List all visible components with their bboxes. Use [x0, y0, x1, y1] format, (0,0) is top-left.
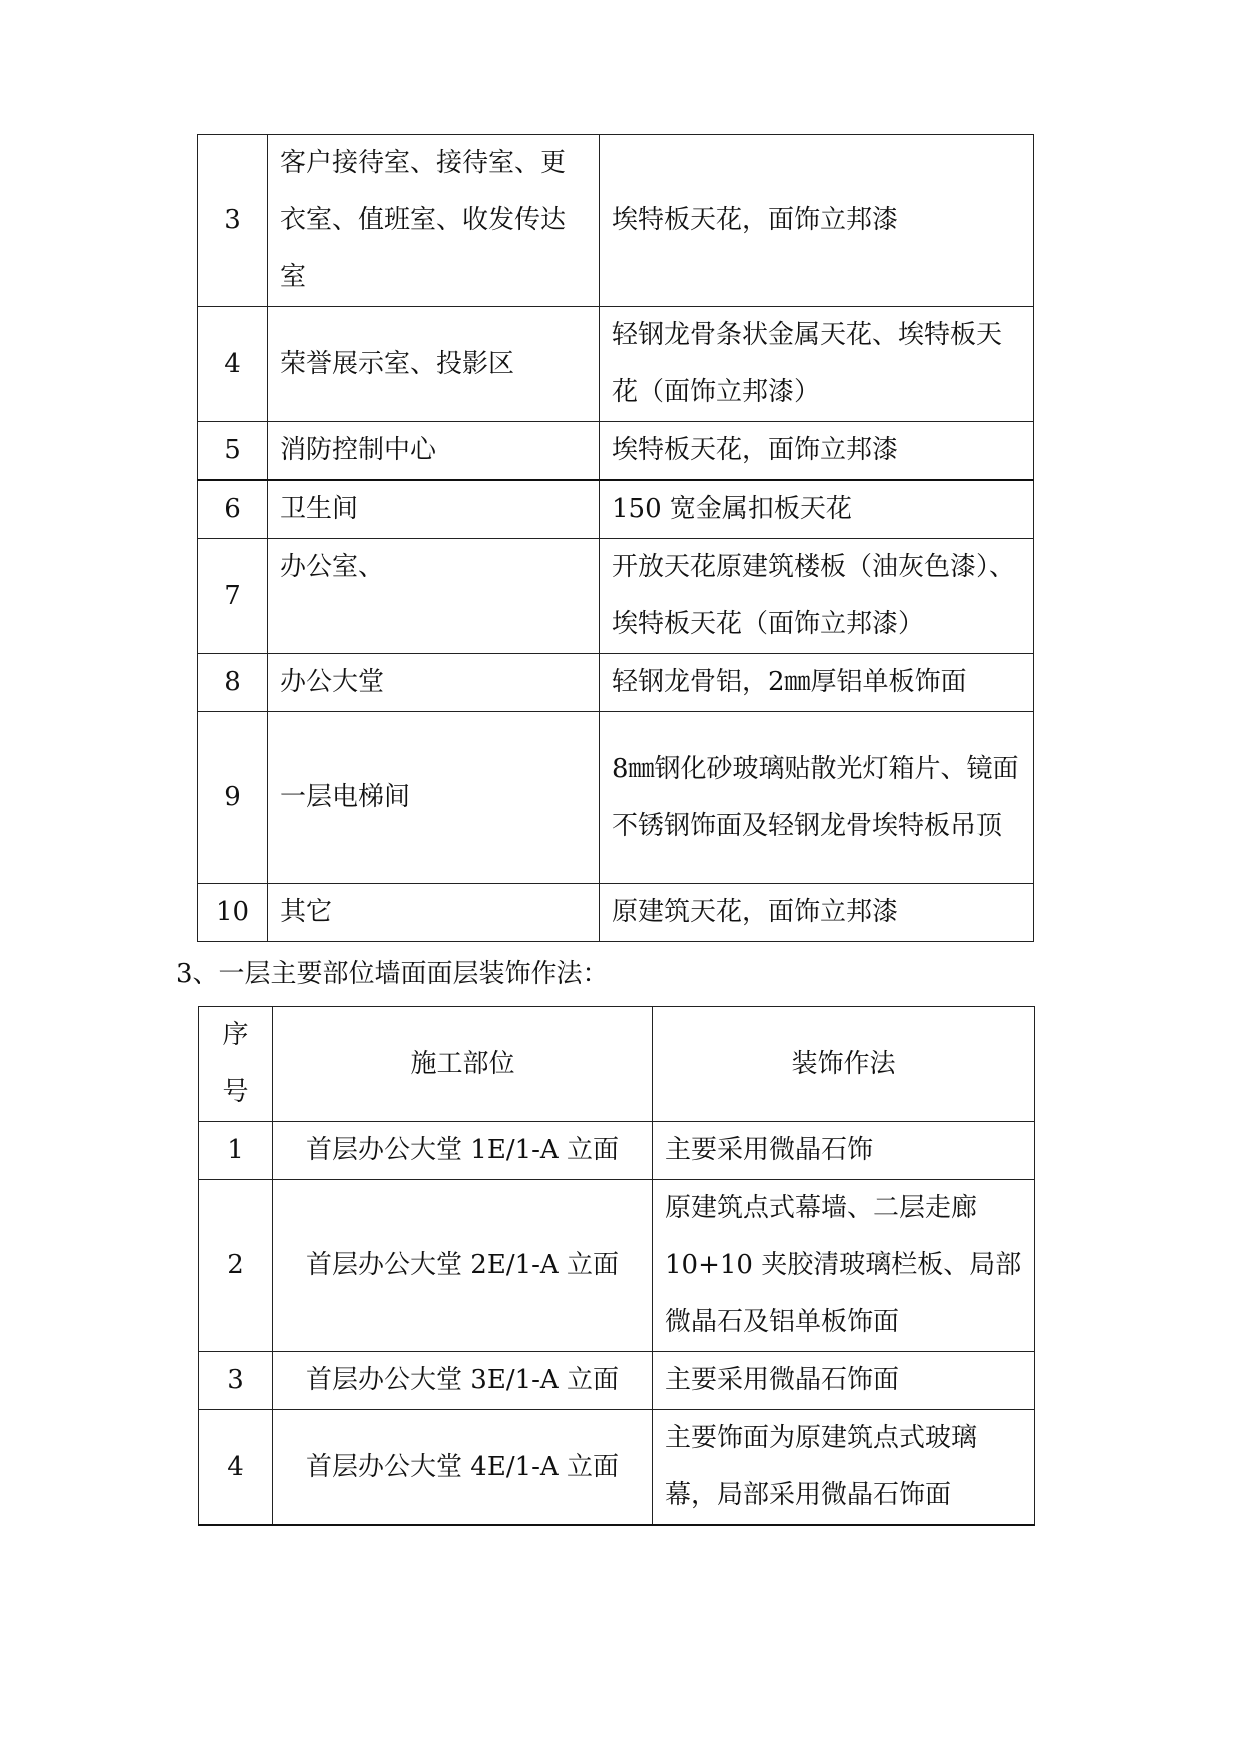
section-heading: 3、一层主要部位墙面面层装饰作法： [176, 959, 609, 989]
table-row [199, 1122, 1035, 1180]
method-cell: 埃特板天花，面饰立邦漆 [600, 135, 1034, 307]
method-cell: 原建筑点式幕墙、二层走廊10+10 夹胶清玻璃栏板、局部微晶石及铝单板饰面 [653, 1180, 1035, 1352]
table-row [198, 712, 1034, 884]
location-cell: 首层办公大堂 2E/1-A 立面 [273, 1180, 653, 1352]
table-header-row [199, 1007, 1035, 1122]
location-cell: 首层办公大堂 3E/1-A 立面 [273, 1352, 653, 1410]
location-cell: 办公室、 [268, 539, 600, 654]
table-row [198, 480, 1034, 539]
header-number: 序号 [199, 1007, 273, 1122]
row-number: 1 [199, 1122, 273, 1180]
row-number: 6 [198, 480, 268, 539]
method-cell: 主要采用微晶石饰面 [653, 1352, 1035, 1410]
method-cell: 原建筑天花，面饰立邦漆 [600, 884, 1034, 942]
location-cell: 一层电梯间 [268, 712, 600, 884]
header-method: 装饰作法 [653, 1007, 1035, 1122]
table-row [198, 539, 1034, 654]
location-cell: 其它 [268, 884, 600, 942]
method-cell: 轻钢龙骨铝，2㎜厚铝单板饰面 [600, 654, 1034, 712]
row-number: 4 [199, 1410, 273, 1526]
table-row [199, 1352, 1035, 1410]
table-row [199, 1410, 1035, 1526]
row-number: 2 [199, 1180, 273, 1352]
method-cell: 8㎜钢化砂玻璃贴散光灯箱片、镜面不锈钢饰面及轻钢龙骨埃特板吊顶 [600, 712, 1034, 884]
table-row [198, 422, 1034, 481]
location-cell: 首层办公大堂 1E/1-A 立面 [273, 1122, 653, 1180]
method-cell: 150 宽金属扣板天花 [600, 480, 1034, 539]
table-row [198, 884, 1034, 942]
location-cell: 消防控制中心 [268, 422, 600, 481]
row-number: 10 [198, 884, 268, 942]
ceiling-finish-table [197, 134, 1034, 942]
method-cell: 主要采用微晶石饰 [653, 1122, 1035, 1180]
method-cell: 轻钢龙骨条状金属天花、埃特板天花（面饰立邦漆） [600, 307, 1034, 422]
row-number: 3 [199, 1352, 273, 1410]
table-row [199, 1180, 1035, 1352]
header-location: 施工部位 [273, 1007, 653, 1122]
location-cell: 办公大堂 [268, 654, 600, 712]
location-cell: 首层办公大堂 4E/1-A 立面 [273, 1410, 653, 1526]
row-number: 4 [198, 307, 268, 422]
wall-finish-table [198, 1006, 1035, 1526]
row-number: 8 [198, 654, 268, 712]
location-cell: 荣誉展示室、投影区 [268, 307, 600, 422]
location-cell: 客户接待室、接待室、更衣室、值班室、收发传达室 [268, 135, 600, 307]
table-row [198, 654, 1034, 712]
table-row [198, 307, 1034, 422]
row-number: 9 [198, 712, 268, 884]
location-cell: 卫生间 [268, 480, 600, 539]
method-cell: 开放天花原建筑楼板（油灰色漆）、埃特板天花（面饰立邦漆） [600, 539, 1034, 654]
table-row [198, 135, 1034, 307]
row-number: 5 [198, 422, 268, 481]
row-number: 3 [198, 135, 268, 307]
method-cell: 埃特板天花，面饰立邦漆 [600, 422, 1034, 481]
method-cell: 主要饰面为原建筑点式玻璃幕，局部采用微晶石饰面 [653, 1410, 1035, 1526]
row-number: 7 [198, 539, 268, 654]
